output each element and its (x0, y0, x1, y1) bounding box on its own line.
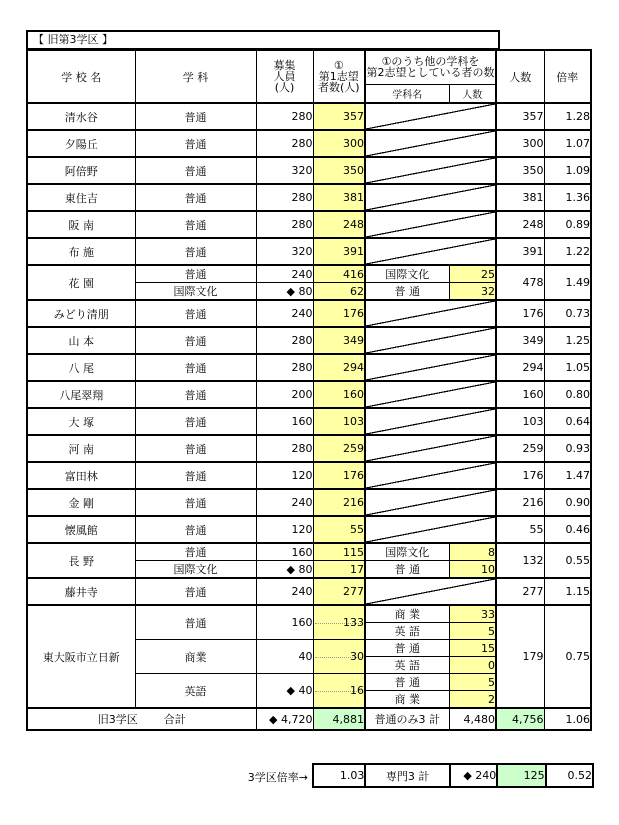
second-choice-count-cell: 15 (449, 640, 496, 657)
capacity-cell: 160 (256, 408, 313, 435)
total-district-label: 旧3学区 (97, 713, 138, 726)
total-ratio-cell: 1.06 (544, 708, 591, 730)
department-cell: 普通 (135, 435, 256, 462)
first-choice-cell: 416 (313, 265, 365, 283)
specialty-ratio-cell: 0.52 (546, 764, 593, 787)
second-choice-dept-cell: 普 通 (365, 561, 449, 579)
district-ratio-label: 3学区倍率→ (247, 771, 308, 784)
no-second-choice-diagonal (365, 103, 496, 130)
department-cell: 普通 (135, 605, 256, 640)
first-choice-cell: 381 (313, 184, 365, 211)
count-cell: 300 (496, 130, 544, 157)
table-row (27, 435, 591, 462)
capacity-cell: 160 (256, 543, 313, 561)
department-cell: 普通 (135, 327, 256, 354)
second-choice-count-cell: 2 (449, 691, 496, 709)
capacity-cell: 240 (256, 578, 313, 605)
ratio-cell: 0.46 (544, 516, 591, 543)
department-cell: 普通 (135, 516, 256, 543)
table-row (27, 543, 591, 561)
header-capacity (256, 50, 313, 103)
count-cell: 357 (496, 103, 544, 130)
ratio-cell: 0.75 (544, 605, 591, 708)
table-row (27, 130, 591, 157)
no-second-choice-diagonal (365, 381, 496, 408)
table-row (27, 354, 591, 381)
first-choice-cell: 176 (313, 462, 365, 489)
header-second-choice-line2: 第2志望としている者の数 (366, 66, 495, 80)
department-cell: 英語 (135, 674, 256, 709)
first-choice-cell: 300 (313, 130, 365, 157)
capacity-cell: 120 (256, 462, 313, 489)
total-first-choice-cell: 4,881 (313, 708, 365, 730)
school-name-cell: 藤井寺 (27, 578, 135, 605)
second-choice-dept-cell: 普 通 (365, 640, 449, 657)
first-choice-cell: 16 (313, 674, 365, 709)
no-second-choice-diagonal (365, 354, 496, 381)
specialty-capacity-cell: ◆ 240 (450, 764, 497, 787)
school-name-cell: 布 施 (27, 238, 135, 265)
table-row (27, 408, 591, 435)
ratio-cell: 1.09 (544, 157, 591, 184)
ratio-cell: 0.55 (544, 543, 591, 578)
second-choice-count-cell: 5 (449, 674, 496, 691)
district-title: 【 旧第3学区 】 (26, 30, 500, 50)
header-second-choice (365, 50, 496, 84)
count-cell: 259 (496, 435, 544, 462)
no-second-choice-diagonal (365, 211, 496, 238)
table-row (27, 489, 591, 516)
admissions-table (26, 49, 592, 731)
school-name-cell: 河 南 (27, 435, 135, 462)
count-cell: 294 (496, 354, 544, 381)
first-choice-cell: 17 (313, 561, 365, 579)
second-choice-dept-cell: 英 語 (365, 623, 449, 640)
header-sub-department: 学科名 (365, 84, 449, 103)
second-choice-count-cell: 10 (449, 561, 496, 579)
no-second-choice-diagonal (365, 435, 496, 462)
capacity-cell: ◆ 40 (256, 674, 313, 709)
ratio-cell: 1.25 (544, 327, 591, 354)
first-choice-cell: 391 (313, 238, 365, 265)
capacity-cell: 280 (256, 103, 313, 130)
second-choice-dept-cell: 国際文化 (365, 265, 449, 283)
capacity-cell: 280 (256, 184, 313, 211)
first-choice-cell: 133 (313, 605, 365, 640)
department-cell: 普通 (135, 408, 256, 435)
second-choice-count-cell: 32 (449, 283, 496, 301)
first-choice-cell: 294 (313, 354, 365, 381)
count-cell: 160 (496, 381, 544, 408)
department-cell: 普通 (135, 354, 256, 381)
header-school: 学 校 名 (27, 50, 135, 103)
header-first-choice-line3: 者数(人) (317, 81, 360, 94)
capacity-cell: 240 (256, 265, 313, 283)
school-name-cell: 東住吉 (27, 184, 135, 211)
first-choice-cell: 62 (313, 283, 365, 301)
table-row (27, 157, 591, 184)
second-choice-count-cell: 0 (449, 657, 496, 674)
table-row (27, 327, 591, 354)
department-cell: 普通 (135, 238, 256, 265)
first-choice-cell: 176 (313, 300, 365, 327)
table-row (27, 605, 591, 623)
count-cell: 277 (496, 578, 544, 605)
total-count-cell: 4,756 (496, 708, 544, 730)
ratio-cell: 0.80 (544, 381, 591, 408)
district-summary-table (312, 763, 594, 788)
header-capacity-line3: (人) (274, 81, 295, 94)
capacity-cell: ◆ 80 (256, 561, 313, 579)
capacity-cell: 280 (256, 211, 313, 238)
count-cell: 381 (496, 184, 544, 211)
capacity-cell: 280 (256, 435, 313, 462)
count-cell: 103 (496, 408, 544, 435)
table-row (27, 516, 591, 543)
department-cell: 普通 (135, 265, 256, 283)
school-name-cell: 東大阪市立日新 (27, 605, 135, 708)
ratio-cell: 1.15 (544, 578, 591, 605)
table-row (27, 265, 591, 283)
table-row (27, 184, 591, 211)
school-name-cell: 花 園 (27, 265, 135, 300)
header-ratio: 倍率 (544, 50, 591, 103)
count-cell: 349 (496, 327, 544, 354)
capacity-cell: 280 (256, 327, 313, 354)
second-choice-dept-cell: 英 語 (365, 657, 449, 674)
first-choice-cell: 259 (313, 435, 365, 462)
district-ratio-cell: 1.03 (313, 764, 365, 787)
first-choice-cell: 160 (313, 381, 365, 408)
capacity-cell: 120 (256, 516, 313, 543)
header-second-choice-line1: ①のうち他の学科を (381, 55, 480, 69)
first-choice-cell: 357 (313, 103, 365, 130)
department-cell: 普通 (135, 157, 256, 184)
ratio-cell: 0.89 (544, 211, 591, 238)
ratio-cell: 1.28 (544, 103, 591, 130)
second-choice-dept-cell: 商 業 (365, 691, 449, 709)
table-row (27, 578, 591, 605)
table-row (27, 300, 591, 327)
ratio-cell: 1.05 (544, 354, 591, 381)
department-cell: 普通 (135, 489, 256, 516)
first-choice-cell: 277 (313, 578, 365, 605)
capacity-cell: ◆ 80 (256, 283, 313, 301)
school-name-cell: 清水谷 (27, 103, 135, 130)
total-capacity-cell: ◆ 4,720 (256, 708, 313, 730)
second-choice-count-cell: 25 (449, 265, 496, 283)
second-choice-count-cell: 33 (449, 605, 496, 623)
school-name-cell: 八尾翠翔 (27, 381, 135, 408)
second-choice-dept-cell: 普 通 (365, 674, 449, 691)
department-cell: 普通 (135, 103, 256, 130)
table-row (27, 462, 591, 489)
table-row (27, 103, 591, 130)
count-cell: 391 (496, 238, 544, 265)
total-row (27, 708, 591, 730)
first-choice-cell: 30 (313, 640, 365, 674)
ratio-cell: 1.49 (544, 265, 591, 300)
count-cell: 132 (496, 543, 544, 578)
total-note-count-cell: 4,480 (449, 708, 496, 730)
capacity-cell: 240 (256, 300, 313, 327)
department-cell: 普通 (135, 462, 256, 489)
capacity-cell: 280 (256, 354, 313, 381)
school-name-cell: 阿倍野 (27, 157, 135, 184)
count-cell: 55 (496, 516, 544, 543)
school-name-cell: 大 塚 (27, 408, 135, 435)
count-cell: 176 (496, 462, 544, 489)
capacity-cell: 240 (256, 489, 313, 516)
second-choice-dept-cell: 普 通 (365, 283, 449, 301)
ratio-cell: 1.22 (544, 238, 591, 265)
school-name-cell: 山 本 (27, 327, 135, 354)
no-second-choice-diagonal (365, 516, 496, 543)
second-choice-dept-cell: 商 業 (365, 605, 449, 623)
count-cell: 179 (496, 605, 544, 708)
no-second-choice-diagonal (365, 578, 496, 605)
department-cell: 国際文化 (135, 283, 256, 301)
ratio-cell: 0.64 (544, 408, 591, 435)
header-first-choice-line2: 第1志望 (318, 70, 359, 83)
department-cell: 普通 (135, 381, 256, 408)
header-capacity-line1: 募集 (273, 59, 296, 72)
first-choice-cell: 349 (313, 327, 365, 354)
school-name-cell: 富田林 (27, 462, 135, 489)
count-cell: 176 (496, 300, 544, 327)
table-row (27, 211, 591, 238)
count-cell: 478 (496, 265, 544, 300)
department-cell: 商業 (135, 640, 256, 674)
department-cell: 普通 (135, 543, 256, 561)
school-name-cell: 八 尾 (27, 354, 135, 381)
capacity-cell: 320 (256, 238, 313, 265)
department-cell: 国際文化 (135, 561, 256, 579)
no-second-choice-diagonal (365, 327, 496, 354)
second-choice-dept-cell: 国際文化 (365, 543, 449, 561)
department-cell: 普通 (135, 184, 256, 211)
no-second-choice-diagonal (365, 408, 496, 435)
header-sub-count: 人数 (449, 84, 496, 103)
ratio-cell: 0.73 (544, 300, 591, 327)
no-second-choice-diagonal (365, 157, 496, 184)
header-count: 人数 (496, 50, 544, 103)
second-choice-count-cell: 5 (449, 623, 496, 640)
total-label-cell (27, 708, 256, 730)
first-choice-cell: 248 (313, 211, 365, 238)
ratio-cell: 0.93 (544, 435, 591, 462)
ratio-cell: 1.47 (544, 462, 591, 489)
total-label: 合計 (163, 713, 186, 726)
capacity-cell: 320 (256, 157, 313, 184)
header-capacity-line2: 人員 (273, 70, 296, 83)
capacity-cell: 40 (256, 640, 313, 674)
school-name-cell: みどり清朋 (27, 300, 135, 327)
ratio-cell: 0.90 (544, 489, 591, 516)
first-choice-cell: 350 (313, 157, 365, 184)
second-choice-count-cell: 8 (449, 543, 496, 561)
count-cell: 216 (496, 489, 544, 516)
capacity-cell: 280 (256, 130, 313, 157)
header-first-choice (313, 50, 365, 103)
school-name-cell: 長 野 (27, 543, 135, 578)
table-row (27, 381, 591, 408)
count-cell: 350 (496, 157, 544, 184)
ratio-cell: 1.36 (544, 184, 591, 211)
school-name-cell: 阪 南 (27, 211, 135, 238)
first-choice-cell: 216 (313, 489, 365, 516)
capacity-cell: 160 (256, 605, 313, 640)
no-second-choice-diagonal (365, 130, 496, 157)
district-summary-row (313, 764, 593, 787)
header-first-choice-line1: ① (333, 59, 344, 72)
department-cell: 普通 (135, 300, 256, 327)
no-second-choice-diagonal (365, 184, 496, 211)
ratio-cell: 1.07 (544, 130, 591, 157)
total-note-cell: 普通のみ3 計 (365, 708, 449, 730)
table-row (27, 238, 591, 265)
specialty-note-cell: 専門3 計 (365, 764, 450, 787)
header-department: 学 科 (135, 50, 256, 103)
school-name-cell: 懐風館 (27, 516, 135, 543)
no-second-choice-diagonal (365, 462, 496, 489)
first-choice-cell: 115 (313, 543, 365, 561)
no-second-choice-diagonal (365, 300, 496, 327)
specialty-count-cell: 125 (497, 764, 545, 787)
first-choice-cell: 103 (313, 408, 365, 435)
no-second-choice-diagonal (365, 489, 496, 516)
school-name-cell: 金 剛 (27, 489, 135, 516)
capacity-cell: 200 (256, 381, 313, 408)
school-name-cell: 夕陽丘 (27, 130, 135, 157)
no-second-choice-diagonal (365, 238, 496, 265)
department-cell: 普通 (135, 130, 256, 157)
department-cell: 普通 (135, 578, 256, 605)
count-cell: 248 (496, 211, 544, 238)
department-cell: 普通 (135, 211, 256, 238)
first-choice-cell: 55 (313, 516, 365, 543)
